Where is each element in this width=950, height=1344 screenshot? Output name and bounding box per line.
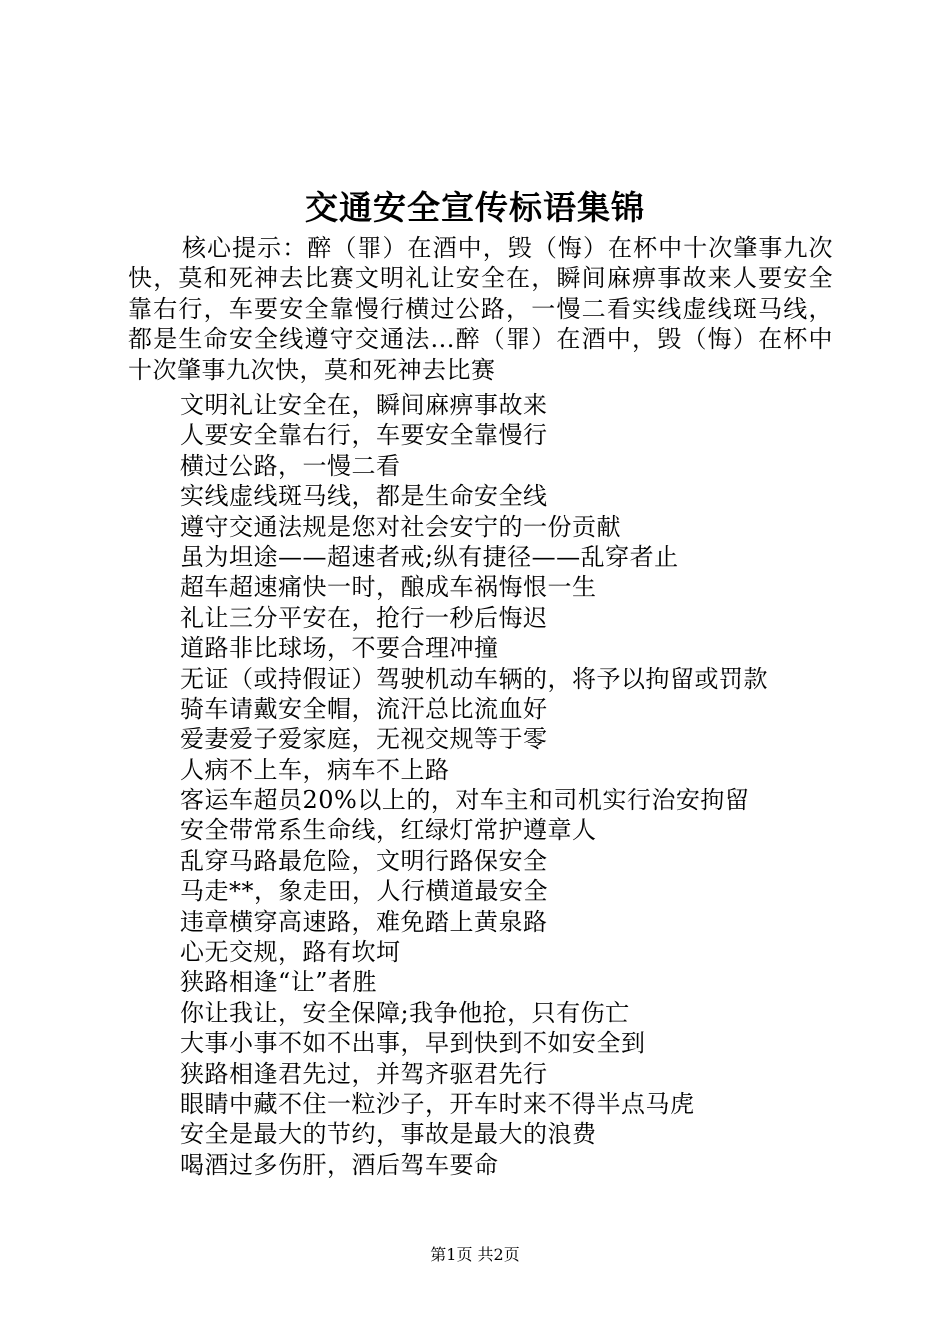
slogan-line: 乱穿马路最危险，文明行路保安全: [180, 846, 548, 875]
slogan-line: 狭路相逢君先过，并驾齐驱君先行: [180, 1059, 548, 1088]
slogan-line: 礼让三分平安在，抢行一秒后悔迟: [180, 603, 548, 632]
slogan-line: 你让我让，安全保障;我争他抢，只有伤亡: [180, 998, 630, 1027]
slogan-line: 违章横穿高速路，难免踏上黄泉路: [180, 907, 548, 936]
document-title: 交通安全宣传标语集锦: [305, 188, 645, 227]
slogan-line: 超车超速痛快一时，酿成车祸悔恨一生: [180, 573, 597, 602]
slogan-line: 骑车请戴安全帽，流汗总比流血好: [180, 694, 548, 723]
slogan-line: 人要安全靠右行，车要安全靠慢行: [180, 421, 548, 450]
slogan-line: 狭路相逢“让”者胜: [180, 968, 378, 997]
slogan-line: 马走**，象走田，人行横道最安全: [180, 877, 548, 906]
slogan-line: 道路非比球场，不要合理冲撞: [180, 634, 499, 663]
slogan-line: 无证（或持假证）驾驶机动车辆的，将予以拘留或罚款: [180, 664, 768, 693]
slogan-line: 虽为坦途——超速者戒;纵有捷径——乱穿者止: [180, 542, 679, 571]
slogan-line: 爱妻爱子爱家庭，无视交规等于零: [180, 725, 548, 754]
slogan-line: 客运车超员20%以上的，对车主和司机实行治安拘留: [180, 786, 750, 815]
page-footer: 第1页 共2页: [430, 1245, 520, 1264]
slogan-line: 横过公路，一慢二看: [180, 451, 401, 480]
slogan-line: 心无交规，路有坎坷: [180, 938, 401, 967]
slogan-list: [180, 390, 840, 1180]
slogan-line: 安全带常系生命线，红绿灯常护遵章人: [180, 816, 597, 845]
slogan-line: 安全是最大的节约，事故是最大的浪费: [180, 1120, 597, 1149]
slogan-line: 实线虚线斑马线，都是生命安全线: [180, 482, 548, 511]
slogan-line: 喝酒过多伤肝，酒后驾车要命: [180, 1150, 499, 1179]
slogan-line: 遵守交通法规是您对社会安宁的一份贡献: [180, 512, 621, 541]
summary-paragraph: 核心提示：醉（罪）在酒中，毁（悔）在杯中十次肇事九次快，莫和死神去比赛文明礼让安全在，瞬间麻痹事故来人要安全靠右行，车要安全靠慢行横过公路，一慢二看实线虚线斑马线，都是生命安全线遵守交通法...醉（罪）在酒中，毁（悔）在杯中十次肇事九次快，莫和死神去比赛: [128, 234, 833, 384]
slogan-line: 人病不上车，病车不上路: [180, 755, 450, 784]
slogan-line: 大事小事不如不出事，早到快到不如安全到: [180, 1029, 646, 1058]
slogan-line: 文明礼让安全在，瞬间麻痹事故来: [180, 391, 548, 419]
slogan-line: 眼睛中藏不住一粒沙子，开车时来不得半点马虎: [180, 1089, 695, 1118]
